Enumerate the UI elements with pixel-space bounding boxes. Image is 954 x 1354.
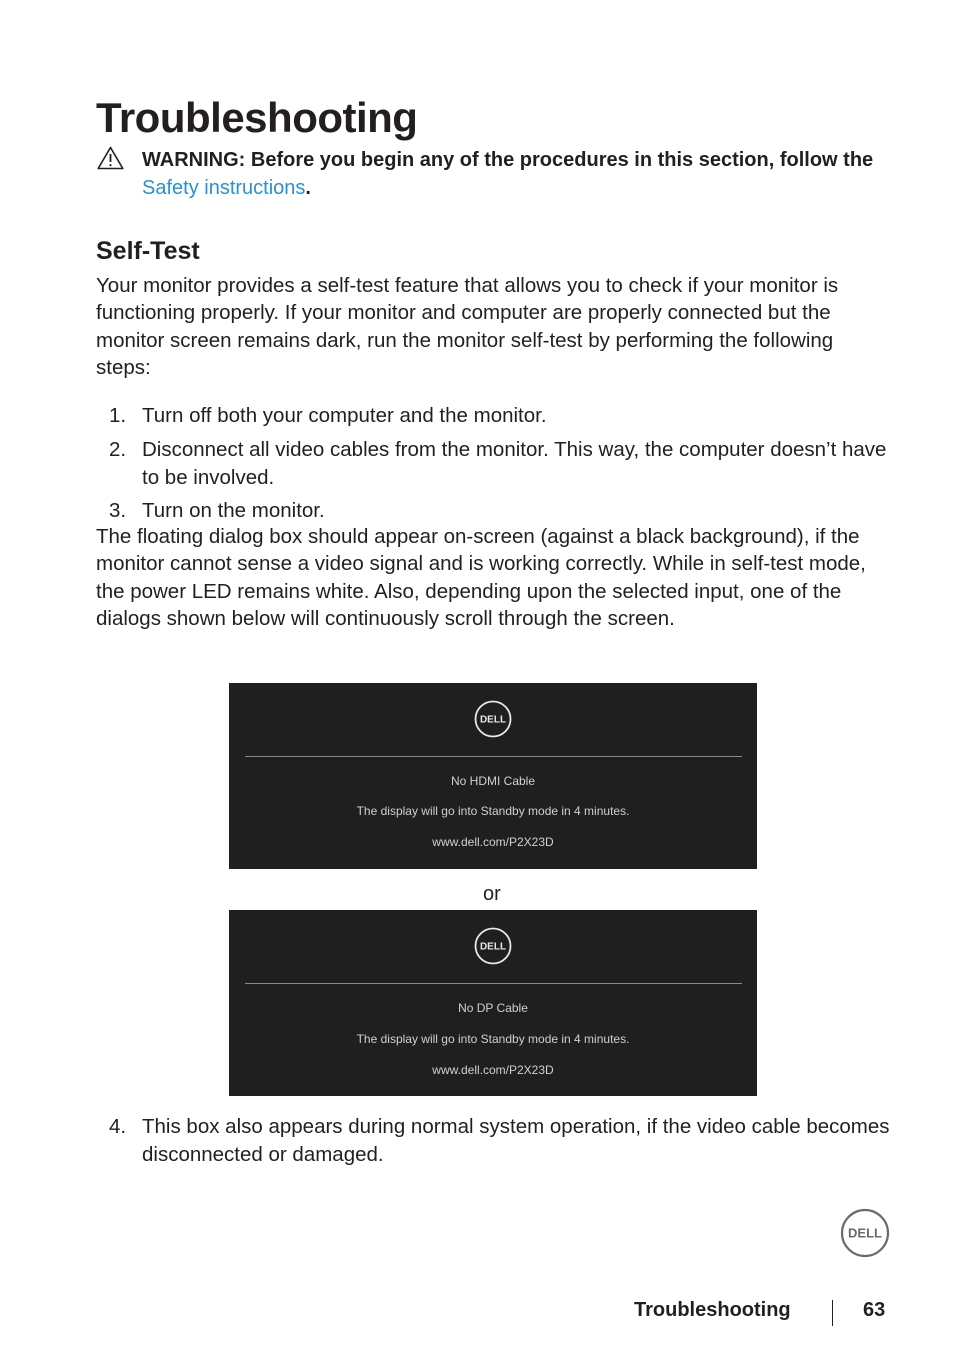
- dialog-message: No HDMI Cable: [450, 774, 536, 788]
- step-text: Turn off both your computer and the monitor.: [142, 404, 547, 427]
- divider: [245, 983, 742, 984]
- step-text: This box also appears during normal system operation, if the video cable becomes disconnected or damaged.: [142, 1115, 890, 1166]
- intro-paragraph: Your monitor provides a self-test feature that allows you to check if your monitor is functioning properly. If your monitor and computer are properly connected but the monitor screen remains dark, run the monitor self-test by performing the following steps:: [96, 274, 839, 379]
- dell-logo-icon: [474, 700, 512, 738]
- section-title: Self-Test: [96, 237, 200, 265]
- warning-notice: [142, 146, 882, 202]
- self-test-dialog-dp: [229, 910, 757, 1096]
- step-number: 3.: [109, 499, 127, 522]
- step-number: 2.: [109, 438, 127, 461]
- step-number: 4.: [109, 1115, 127, 1138]
- step-text: Turn on the monitor.: [142, 499, 325, 522]
- or-label: or: [483, 883, 501, 905]
- dialog-url: www.dell.com/P2X23D: [432, 1063, 554, 1077]
- step-number: 1.: [109, 404, 127, 427]
- dialog-url: www.dell.com/P2X23D: [432, 835, 554, 849]
- footer-divider: [832, 1300, 833, 1326]
- divider: [245, 756, 742, 757]
- dell-logo-icon: [840, 1208, 890, 1258]
- dell-logo-text: DELL: [848, 1225, 882, 1241]
- dialog-message: No DP Cable: [458, 1001, 528, 1015]
- dell-logo-text: DELL: [479, 941, 507, 953]
- dell-logo-icon: [474, 927, 512, 965]
- dialog-standby-text: The display will go into Standby mode in 4 minutes.: [356, 1032, 630, 1046]
- dell-logo-text: DELL: [479, 714, 507, 726]
- warning-suffix: .: [305, 177, 311, 199]
- safety-instructions-link[interactable]: Safety instructions: [142, 177, 306, 199]
- warning-text: WARNING: Before you begin any of the procedures in this section, follow the: [142, 149, 874, 171]
- warning-triangle-icon: [97, 146, 124, 170]
- page-title: Troubleshooting: [96, 94, 418, 141]
- dialog-paragraph: The floating dialog box should appear on-screen (against a black background), if the monitor cannot sense a video signal and is working correctly. While in self-test mode, the power LED remains white. Also, depending upon the selected input, one of the dialogs shown below will continuously scroll through the screen.: [96, 525, 866, 630]
- page-number: 63: [863, 1299, 886, 1321]
- footer-section-label: Troubleshooting: [634, 1299, 791, 1321]
- self-test-dialog-hdmi: [229, 683, 757, 869]
- dialog-standby-text: The display will go into Standby mode in 4 minutes.: [356, 804, 630, 818]
- step-text: Disconnect all video cables from the monitor. This way, the computer doesn’t have to be involved.: [142, 438, 887, 489]
